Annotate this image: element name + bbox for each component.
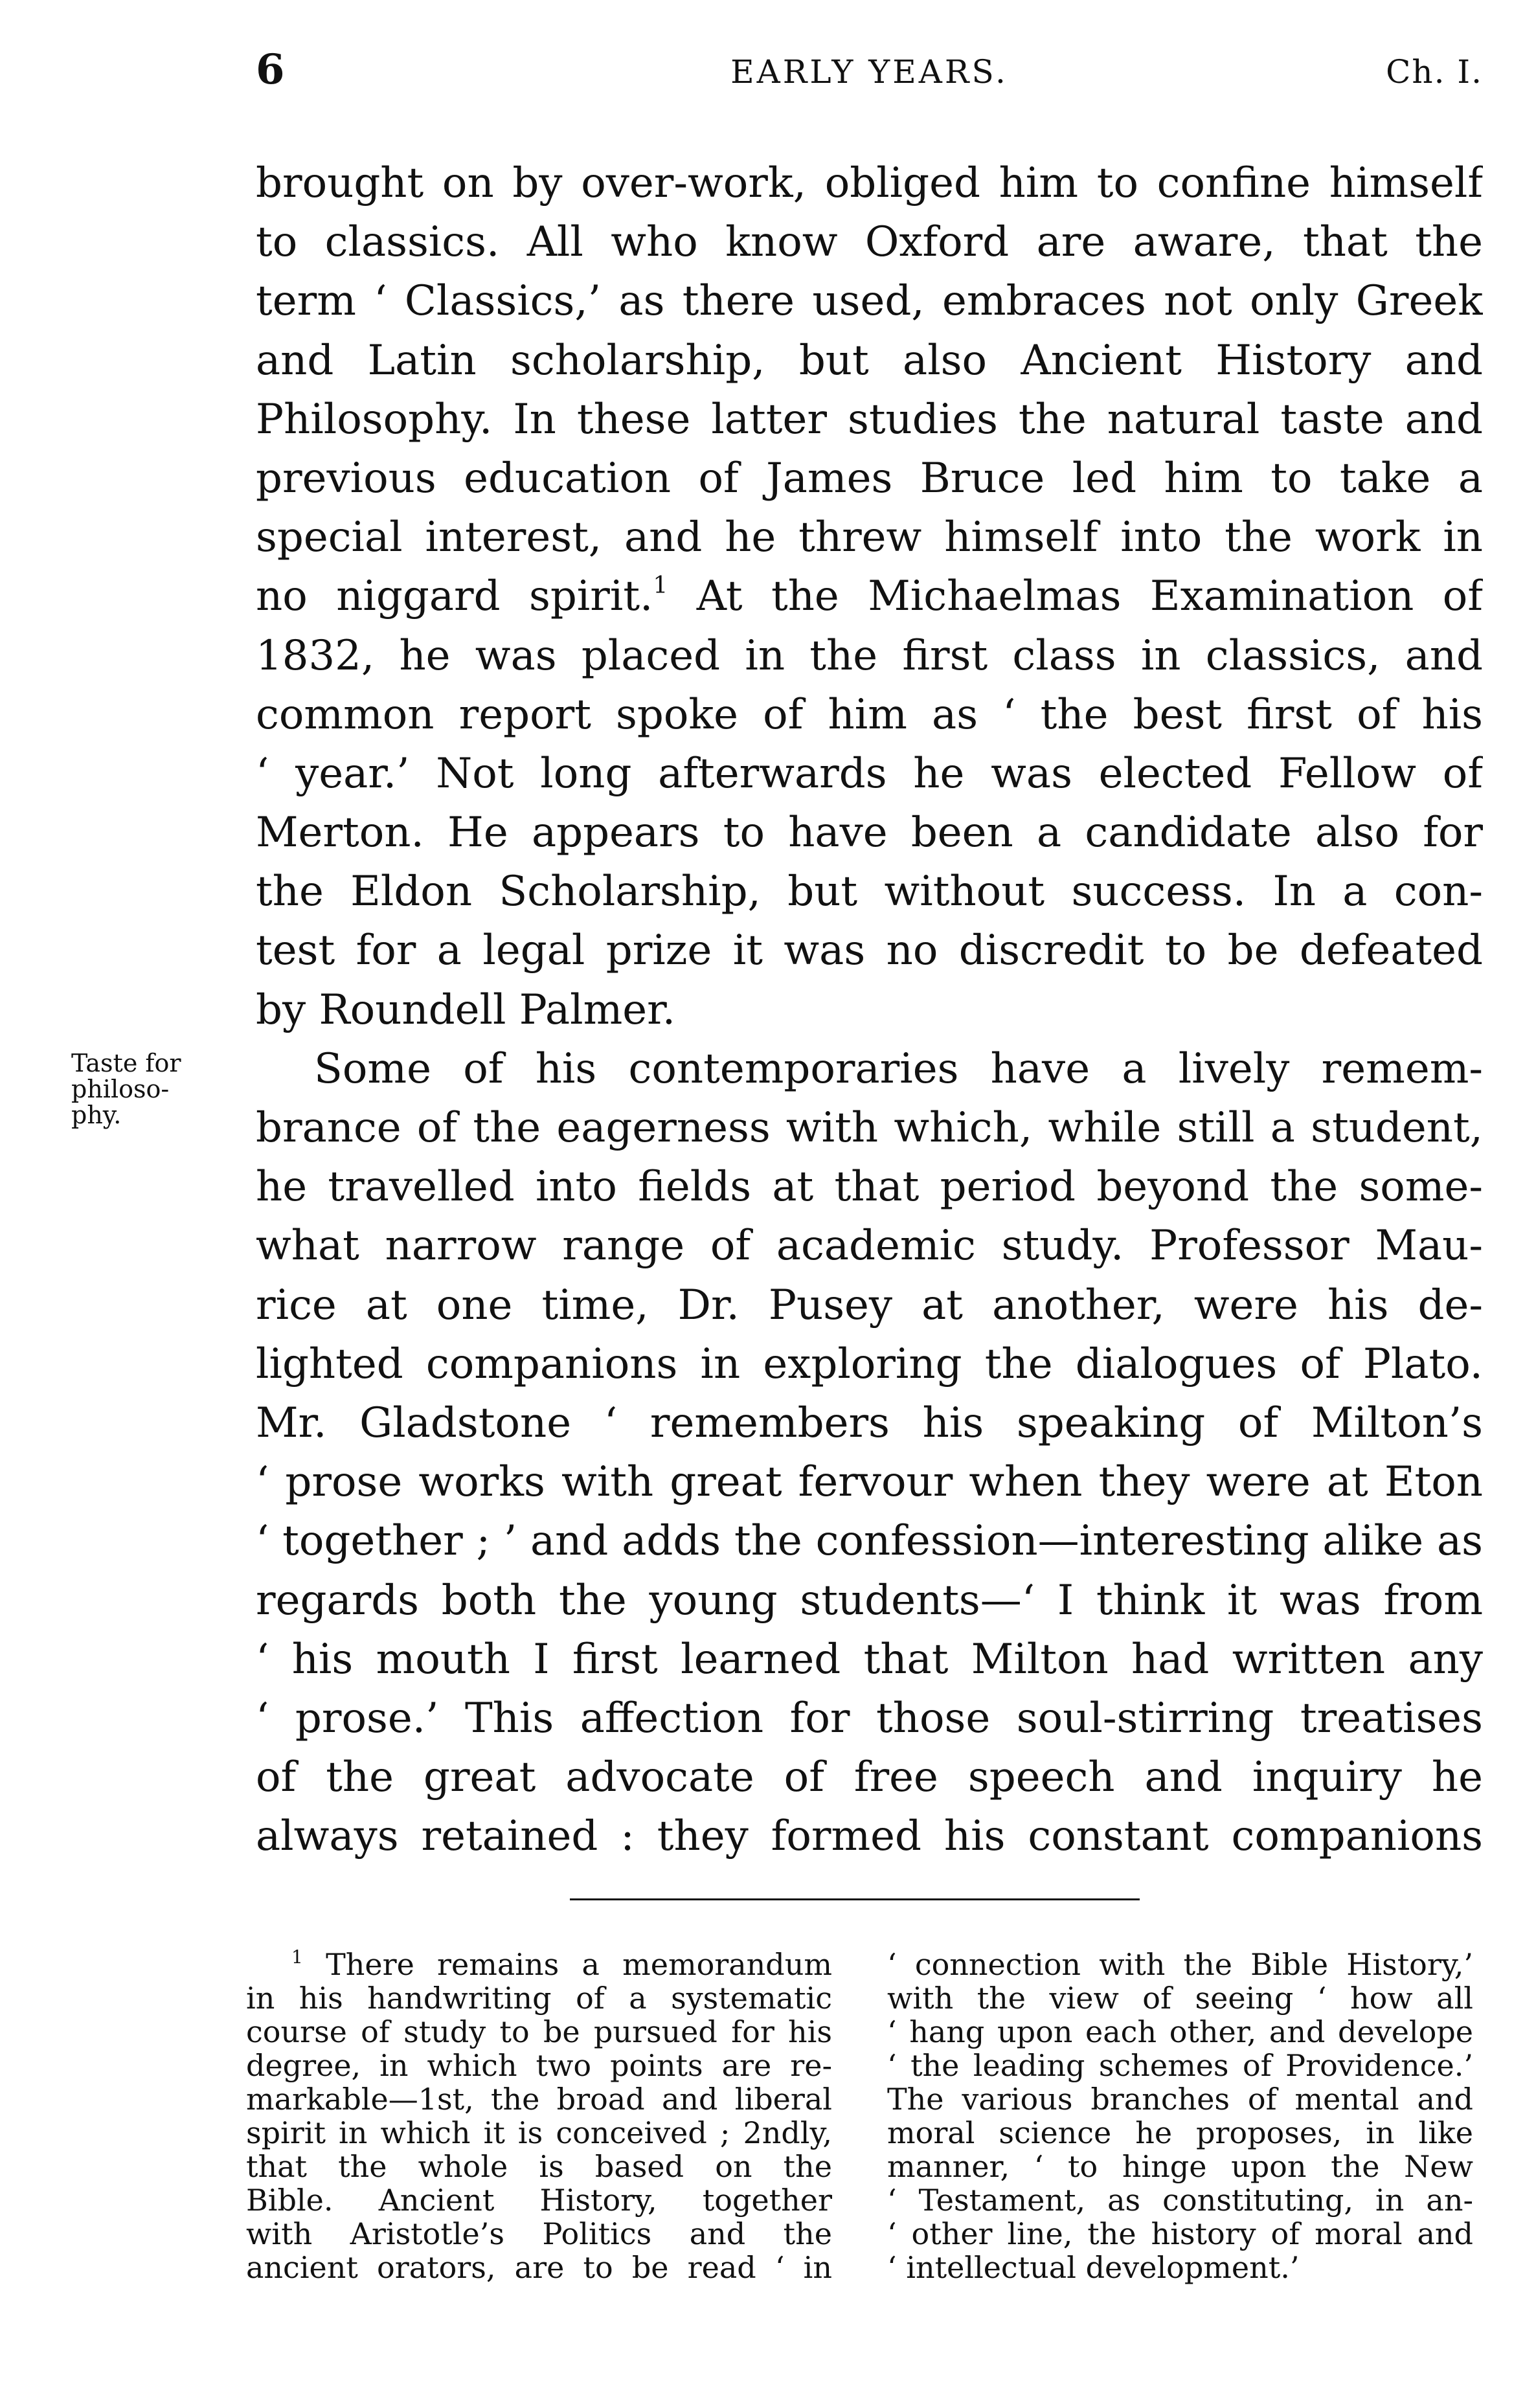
body-line: test for a legal prize it was no discredit to be defeated xyxy=(256,927,1483,975)
footnote-line: course of study to be pursued for his xyxy=(246,2015,832,2049)
footnote-line: that the whole is based on the xyxy=(246,2150,832,2183)
body-line: the Eldon Scholarship, but without success. In a con- xyxy=(256,868,1483,916)
body-line: rice at one time, Dr. Pusey at another, were his de- xyxy=(256,1281,1483,1329)
footnote-column-right xyxy=(887,1948,1473,2284)
footnote-line: The various branches of mental and xyxy=(887,2082,1473,2116)
body-line: special interest, and he threw himself into the work in xyxy=(256,513,1483,562)
body-line-with-footnote-ref xyxy=(256,567,1483,626)
body-line: ‘ prose works with great fervour when they were at Eton xyxy=(256,1458,1483,1507)
body-line-text: no niggard spirit. xyxy=(256,572,653,621)
footnote-line xyxy=(246,1948,832,1981)
footnote-line: markable—1st, the broad and liberal xyxy=(246,2082,832,2116)
body-line: regards both the young students—‘ I think it was from xyxy=(256,1576,1483,1625)
body-line: to classics. All who know Oxford are aware, that the xyxy=(256,218,1483,267)
footnote-line: spirit in which it is conceived ; 2ndly, xyxy=(246,2116,832,2150)
footnote-line: Bible. Ancient History, together xyxy=(246,2183,832,2217)
body-line: and Latin scholarship, but also Ancient History and xyxy=(256,336,1483,385)
footnote-line: ancient orators, are to be read ‘ in xyxy=(246,2251,832,2284)
margin-note-line: Taste for xyxy=(71,1049,181,1077)
footnote-line-text: There remains a memorandum xyxy=(326,1948,832,1981)
body-text xyxy=(256,154,1483,1866)
footnote-line: ‘ connection with the Bible History,’ xyxy=(887,1948,1473,1981)
footnote-line: ‘ the leading schemes of Providence.’ xyxy=(887,2049,1473,2082)
margin-note-line: phy. xyxy=(71,1101,122,1129)
footnote-line: moral science he proposes, in like xyxy=(887,2116,1473,2150)
body-line: 1832, he was placed in the first class in classics, and xyxy=(256,631,1483,680)
footnote-divider xyxy=(570,1898,1140,1900)
paragraph-first-line: Some of his contemporaries have a lively remem- xyxy=(314,1044,1483,1093)
body-line: ‘ prose.’ This affection for those soul-stirring treatises xyxy=(256,1694,1483,1742)
body-line: Mr. Gladstone ‘ remembers his speaking of Milton’s xyxy=(256,1399,1483,1447)
footnote-line: in his handwriting of a systematic xyxy=(246,1981,832,2015)
body-line: previous education of James Bruce led him to take a xyxy=(256,454,1483,502)
body-line: Philosophy. In these latter studies the natural taste and xyxy=(256,395,1483,444)
body-line: ‘ year.’ Not long afterwards he was elected Fellow of xyxy=(256,749,1483,798)
body-line: he travelled into fields at that period beyond the some- xyxy=(256,1163,1483,1211)
footnote-line: ‘ hang upon each other, and develope xyxy=(887,2015,1473,2049)
body-line: brought on by over-work, obliged him to confine himself xyxy=(256,159,1483,207)
body-line: ‘ together ; ’ and adds the confession—interesting alike as xyxy=(256,1517,1483,1566)
footnote-line: degree, in which two points are re- xyxy=(246,2049,832,2082)
footnote-line: ‘ Testament, as constituting, in an- xyxy=(887,2183,1473,2217)
footnote-marker: 1 xyxy=(291,1948,303,1968)
margin-note-line: philoso- xyxy=(71,1075,170,1103)
body-line: lighted companions in exploring the dialogues of Plato. xyxy=(256,1340,1483,1388)
body-line-text: At the Michaelmas Examination of xyxy=(668,572,1483,621)
running-title: EARLY YEARS. xyxy=(730,53,1008,91)
body-line: always retained : they formed his constant companions xyxy=(256,1812,1483,1861)
body-line: what narrow range of academic study. Professor Mau- xyxy=(256,1222,1483,1270)
margin-note xyxy=(71,1050,220,1128)
body-line: term ‘ Classics,’ as there used, embraces not only Greek xyxy=(256,277,1483,326)
chapter-label: Ch. I. xyxy=(1386,53,1483,91)
page-header xyxy=(256,45,1483,104)
footnote-reference[interactable]: 1 xyxy=(653,572,668,600)
body-line: Merton. He appears to have been a candidate also for xyxy=(256,809,1483,857)
footnote-line: with the view of seeing ‘ how all xyxy=(887,1981,1473,2015)
footnote-line: manner, ‘ to hinge upon the New xyxy=(887,2150,1473,2183)
footnote-line: ‘ other line, the history of moral and xyxy=(887,2217,1473,2251)
body-line: ‘ his mouth I first learned that Milton had written any xyxy=(256,1635,1483,1683)
footnote-line: ‘ intellectual development.’ xyxy=(887,2251,1300,2284)
page-number: 6 xyxy=(256,45,285,94)
footnote-column-left xyxy=(246,1948,832,2284)
body-line: of the great advocate of free speech and inquiry he xyxy=(256,1753,1483,1802)
body-line: brance of the eagerness with which, while still a student, xyxy=(256,1104,1483,1152)
footnote-line: with Aristotle’s Politics and the xyxy=(246,2217,832,2251)
body-line: common report spoke of him as ‘ the best first of his xyxy=(256,690,1483,739)
body-line: by Roundell Palmer. xyxy=(256,985,676,1034)
